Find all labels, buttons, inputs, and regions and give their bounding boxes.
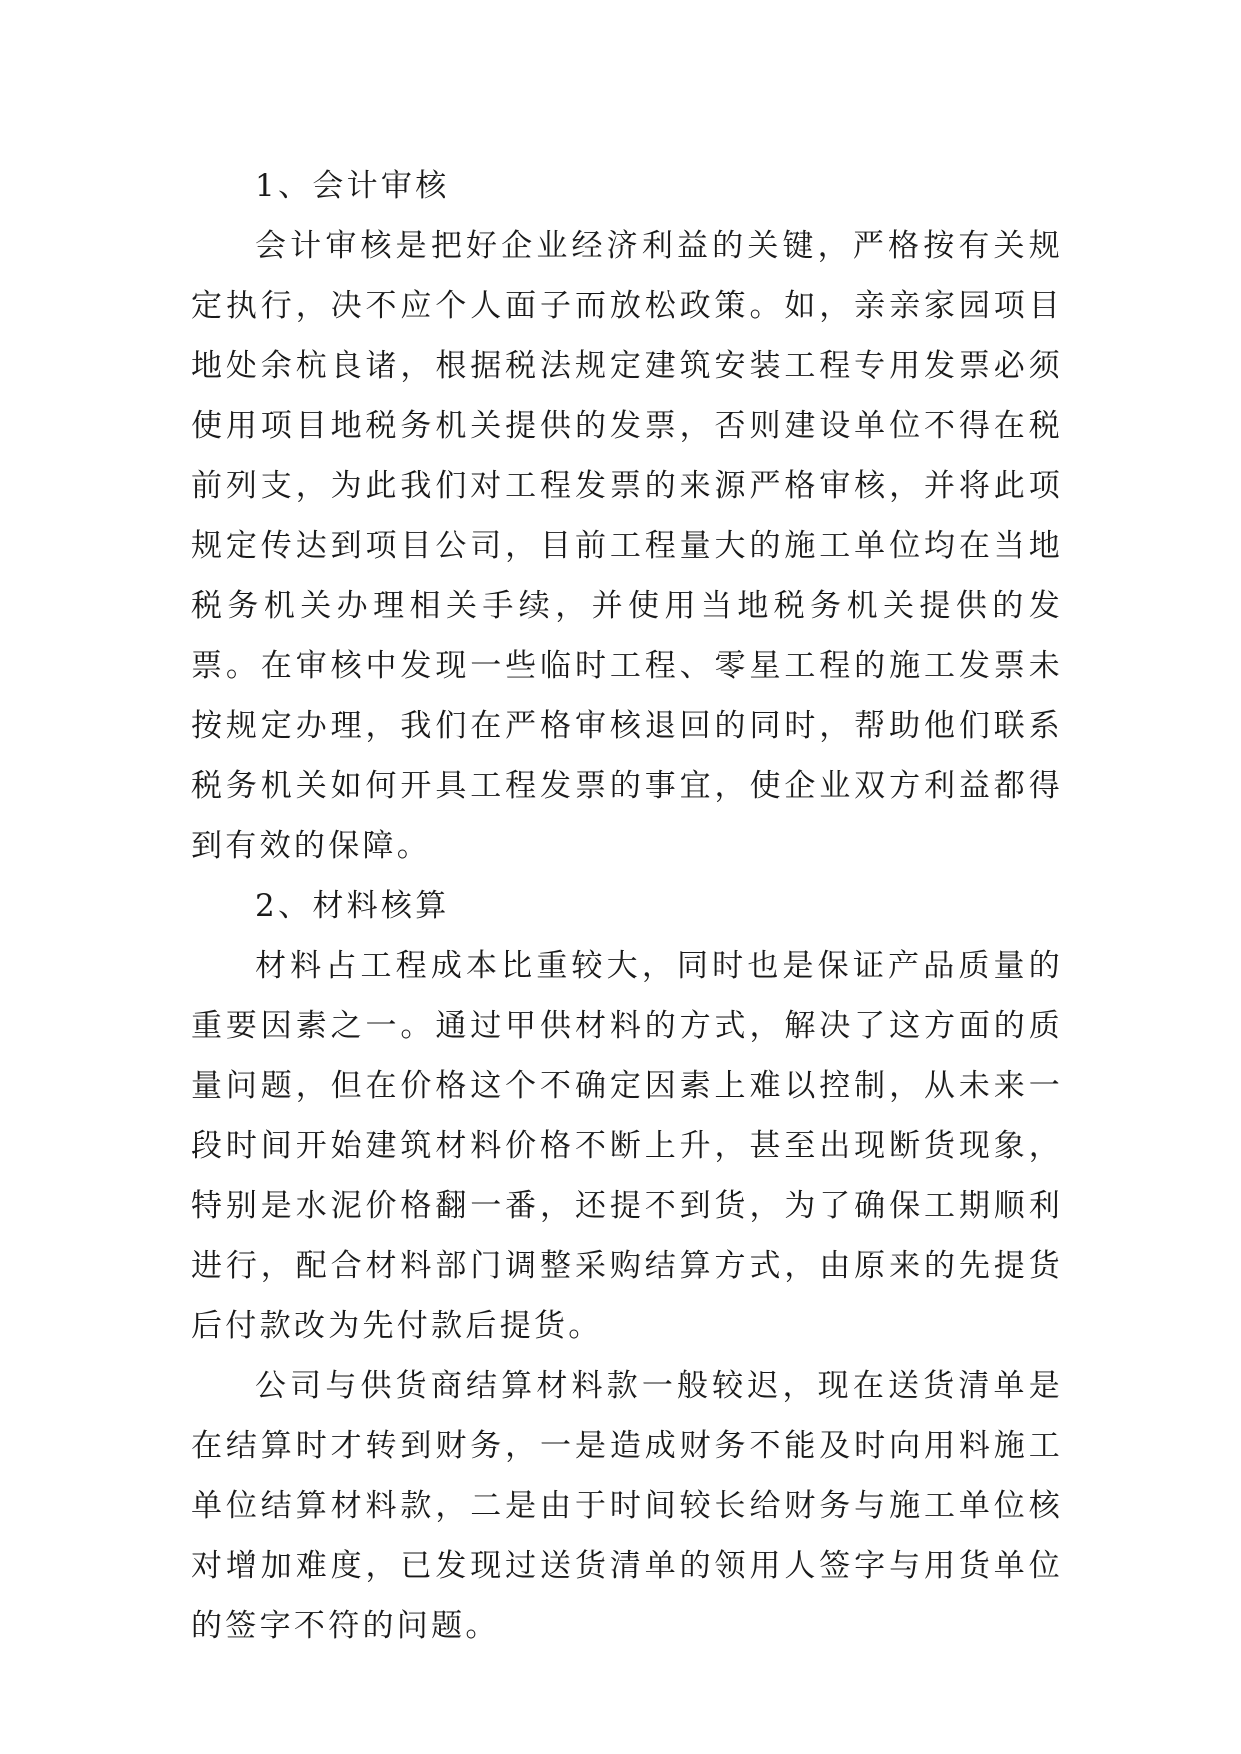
paragraph-material-cost: 材料占工程成本比重较大，同时也是保证产品质量的重要因素之一。通过甲供材料的方式，解决了这方面的质量问题，但在价格这个不确定因素上难以控制，从未来一段时间开始建筑材料价格不断上升，甚至出现断货现象，特别是水泥价格翻一番，还提不到货，为了确保工期顺利进行，配合材料部门调整采购结算方式，由原来的先提货后付款改为先付款后提货。 (191, 948, 1063, 1344)
section-heading-material-accounting: 2、材料核算 (255, 888, 450, 924)
paragraph-accounting-audit: 会计审核是把好企业经济利益的关键，严格按有关规定执行，决不应个人面子而放松政策。如，亲亲家园项目地处余杭良诸，根据税法规定建筑安装工程专用发票必须使用项目地税务机关提供的发票，否则建设单位不得在税前列支，为此我们对工程发票的来源严格审核，并将此项规定传达到项目公司，目前工程量大的施工单位均在当地税务机关办理相关手续，并使用当地税务机关提供的发票。在审核中发现一些临时工程、零星工程的施工发票未按规定办理，我们在严格审核退回的同时，帮助他们联系税务机关如何开具工程发票的事宜，使企业双方利益都得到有效的保障。 (191, 228, 1063, 864)
section-heading-accounting-audit: 1、会计审核 (255, 168, 450, 204)
document-body (191, 156, 1063, 1656)
paragraph-supplier-settlement: 公司与供货商结算材料款一般较迟，现在送货清单是在结算时才转到财务，一是造成财务不能及时向用料施工单位结算材料款，二是由于时间较长给财务与施工单位核对增加难度，已发现过送货清单的领用人签字与用货单位的签字不符的问题。 (191, 1368, 1063, 1644)
